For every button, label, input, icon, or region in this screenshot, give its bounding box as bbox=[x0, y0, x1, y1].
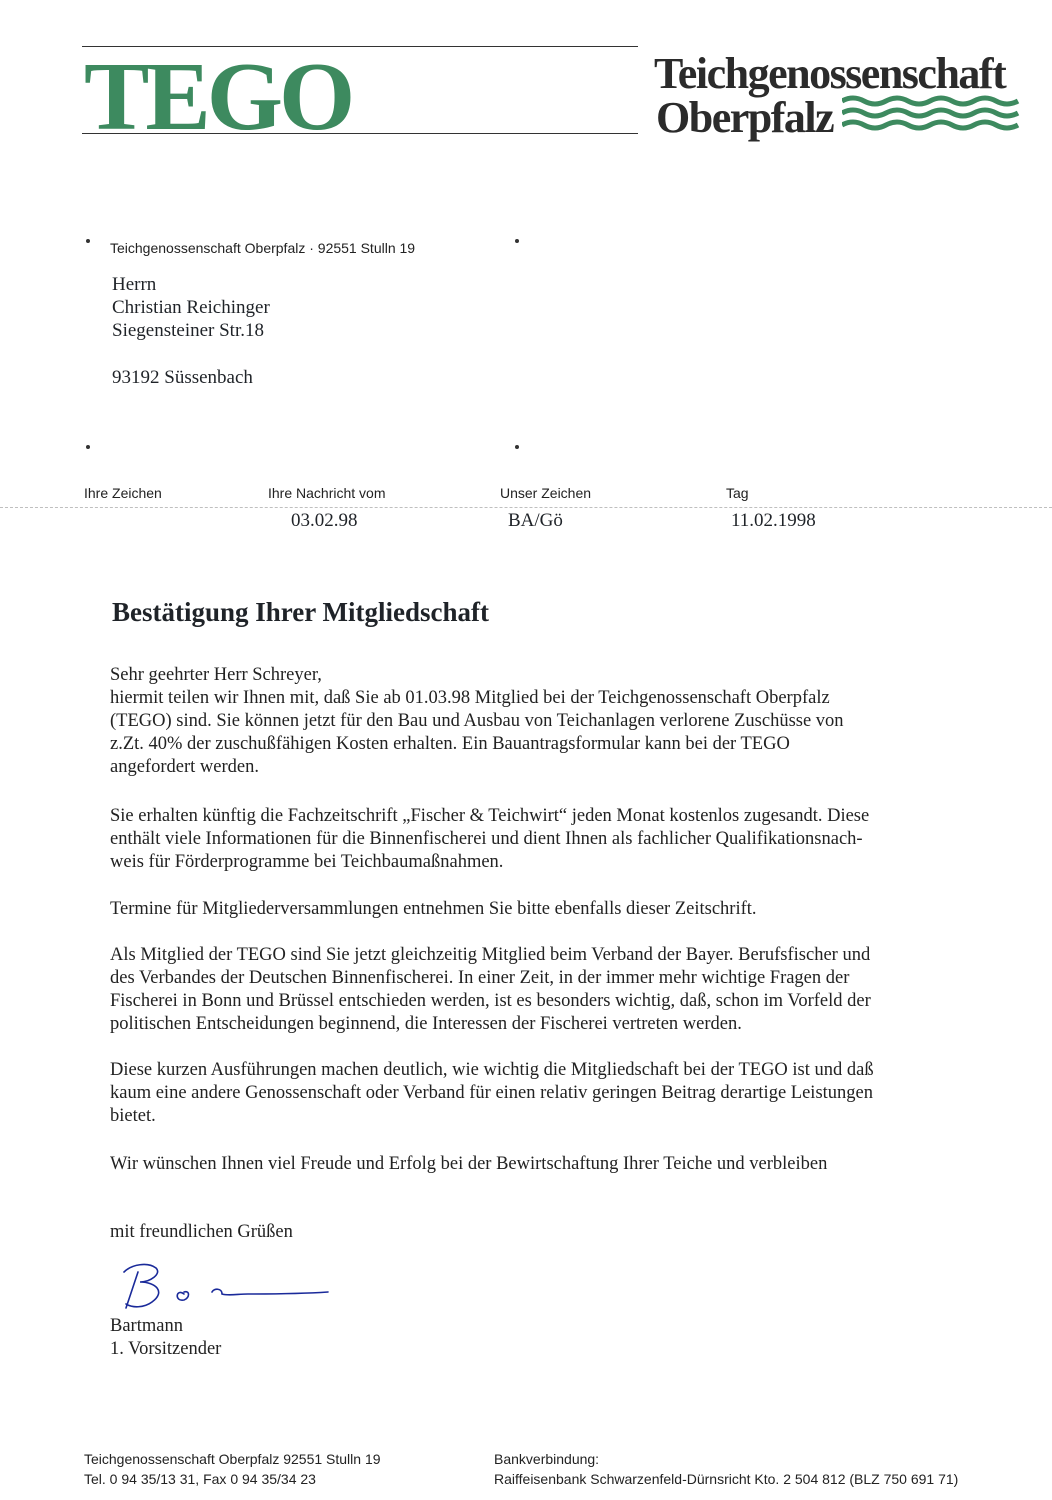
body-paragraph-3: Termine für Mitgliederversammlungen entnehmen Sie bitte ebenfalls dieser Zeitschrift. bbox=[110, 899, 757, 919]
fold-mark bbox=[515, 445, 519, 449]
unser-zeichen-value: BA/Gö bbox=[508, 510, 563, 531]
tag-label: Tag bbox=[726, 485, 749, 501]
recipient-name: Christian Reichinger bbox=[112, 297, 270, 318]
brand-name-line2: Oberpfalz bbox=[656, 93, 834, 142]
fold-mark bbox=[86, 445, 90, 449]
footer-bank-details: Raiffeisenbank Schwarzenfeld-Dürnsricht Kto. 2 504 812 (BLZ 750 691 71) bbox=[494, 1471, 959, 1487]
recipient-street: Siegensteiner Str.18 bbox=[112, 320, 264, 341]
footer-phone: Tel. 0 94 35/13 31, Fax 0 94 35/34 23 bbox=[84, 1471, 316, 1487]
recipient-salutation: Herrn bbox=[112, 274, 157, 295]
letter-subject: Bestätigung Ihrer Mitgliedschaft bbox=[112, 597, 489, 627]
tego-logo: TEGO bbox=[84, 43, 352, 151]
unser-zeichen-label: Unser Zeichen bbox=[500, 485, 592, 501]
reference-divider bbox=[0, 507, 1052, 508]
tag-value: 11.02.1998 bbox=[731, 510, 816, 531]
signer-title: 1. Vorsitzender bbox=[110, 1339, 222, 1359]
ihre-zeichen-label: Ihre Zeichen bbox=[84, 485, 162, 501]
sender-return-line: Teichgenossenschaft Oberpfalz · 92551 Stulln 19 bbox=[110, 240, 416, 256]
body-paragraph-1: hiermit teilen wir Ihnen mit, daß Sie ab 01.03.98 Mitglied bei der Teichgenossenschaft Oberpfalz (TEGO) sind. Sie können jetzt für den Bau und Ausbau von Teichanlagen verlorene Zuschüsse von z.Zt. 40% der zuschußfähigen Kosten erhalten. Ein Bauantragsformular kann bei der TEGO angefordert werden. bbox=[110, 688, 844, 777]
footer-bank-label: Bankverbindung: bbox=[494, 1451, 600, 1467]
closing-regards: mit freundlichen Grüßen bbox=[110, 1222, 293, 1242]
signer-name: Bartmann bbox=[110, 1316, 183, 1336]
letter-greeting: Sehr geehrter Herr Schreyer, bbox=[110, 665, 322, 685]
handwritten-signature bbox=[118, 1258, 338, 1316]
fold-mark bbox=[86, 239, 90, 243]
waves-icon bbox=[842, 94, 1020, 134]
footer-address: Teichgenossenschaft Oberpfalz 92551 Stulln 19 bbox=[84, 1451, 381, 1467]
brand-name-line1: Teichgenossenschaft bbox=[654, 49, 1006, 98]
ihre-nachricht-value: 03.02.98 bbox=[291, 510, 358, 531]
body-paragraph-5: Diese kurzen Ausführungen machen deutlich, wie wichtig die Mitgliedschaft bei der TEGO ist und daß kaum eine andere Genossenschaft oder Verband für einen relativ geringen Beitrag derartige Leistungen bietet. bbox=[110, 1060, 874, 1126]
body-paragraph-2: Sie erhalten künftig die Fachzeitschrift „Fischer & Teichwirt“ jeden Monat kostenlos zugesandt. Diese enthält viele Informationen für die Binnenfischerei und dient Ihnen als fachlicher Qualifikationsnach- weis für Förderprogramme bei Teichbaumaßnahmen. bbox=[110, 806, 870, 872]
fold-mark bbox=[515, 239, 519, 243]
body-paragraph-4: Als Mitglied der TEGO sind Sie jetzt gleichzeitig Mitglied beim Verband der Bayer. Berufsfischer und des Verbandes der Deutschen Binnenfischerei. In einer Zeit, in der immer mehr wichtige Fragen der Fischerei in Bonn und Brüssel entschieden werden, ist es besonders wichtig, daß, schon im Vorfeld der politischen Entscheidungen beginnend, die Interessen der Fischerei vertreten werden. bbox=[110, 945, 871, 1034]
ihre-nachricht-label: Ihre Nachricht vom bbox=[268, 485, 386, 501]
body-paragraph-6: Wir wünschen Ihnen viel Freude und Erfolg bei der Bewirtschaftung Ihrer Teiche und verbleiben bbox=[110, 1154, 828, 1174]
recipient-city: 93192 Süssenbach bbox=[112, 367, 253, 388]
